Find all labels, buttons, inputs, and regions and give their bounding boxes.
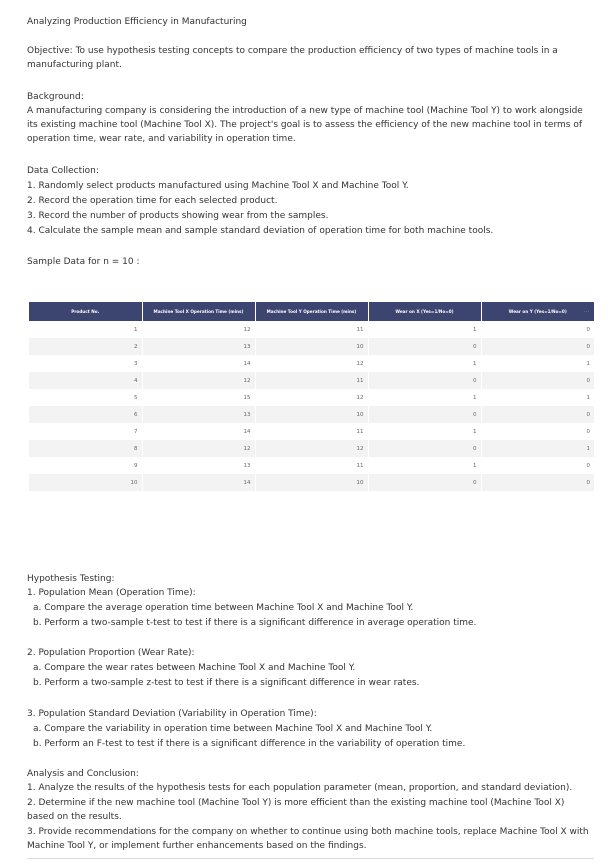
page-title: Analyzing Production Efficiency in Manufacturing — [27, 17, 247, 27]
background-text: A manufacturing company is considering the introduction of a new type of machine tool (Machine Tool Y) to work alongside its existing machine tool (Machine Tool X). The project's goal is to assess the efficiency of the new machine tool in terms of operation time, wear rate, and variability in operation time. — [27, 106, 583, 144]
table-cell: 12 — [255, 440, 368, 457]
table-cell: 0 — [368, 474, 481, 491]
table-cell: 15 — [142, 389, 255, 406]
hypothesis-heading: Hypothesis Testing: — [27, 574, 115, 584]
column-header: Machine Tool X Operation Time (mins) — [142, 302, 255, 321]
column-header: Product No. — [29, 302, 142, 321]
table-cell: 9 — [29, 457, 142, 474]
table-cell: 3 — [29, 355, 142, 372]
table-cell: 0 — [368, 338, 481, 355]
data-collection-step: 3. Record the number of products showing wear from the samples. — [27, 211, 329, 221]
table-cell: 12 — [255, 389, 368, 406]
table-row — [29, 389, 594, 406]
table-cell: 1 — [481, 440, 594, 457]
table-cell: 1 — [368, 355, 481, 372]
hypothesis-section-title: 3. Population Standard Deviation (Variability in Operation Time): — [27, 709, 317, 719]
table-cell: 1 — [481, 355, 594, 372]
data-collection-heading: Data Collection: — [27, 166, 99, 176]
table-cell: 12 — [142, 440, 255, 457]
hypothesis-item: a. Compare the variability in operation time between Machine Tool X and Machine Tool Y. — [33, 724, 433, 734]
table-cell: 1 — [29, 321, 142, 338]
data-collection-step: 2. Record the operation time for each selected product. — [27, 196, 278, 206]
table-cell: 1 — [368, 389, 481, 406]
table-cell: 10 — [255, 474, 368, 491]
sample-data-label: Sample Data for n = 10 : — [27, 257, 140, 267]
hypothesis-item: b. Perform a two-sample z-test to test if there is a significant difference in wear rates. — [33, 678, 420, 688]
table-cell: 13 — [142, 457, 255, 474]
table-row — [29, 474, 594, 491]
table-cell: 12 — [255, 355, 368, 372]
sample-data-table — [29, 302, 594, 491]
divider — [27, 858, 594, 859]
table-cell: 0 — [481, 338, 594, 355]
background-heading: Background: — [27, 92, 84, 102]
column-overflow-ellipsis: ... — [583, 308, 590, 314]
table-cell: 14 — [142, 423, 255, 440]
table-cell: 2 — [29, 338, 142, 355]
table-cell: 10 — [255, 406, 368, 423]
table-cell: 0 — [481, 474, 594, 491]
table-cell: 12 — [142, 321, 255, 338]
data-collection-step: 1. Randomly select products manufactured using Machine Tool X and Machine Tool Y. — [27, 181, 409, 191]
table-cell: 1 — [481, 389, 594, 406]
table-row — [29, 440, 594, 457]
table-cell: 14 — [142, 474, 255, 491]
table-cell: 5 — [29, 389, 142, 406]
table-row — [29, 406, 594, 423]
table-cell: 1 — [368, 423, 481, 440]
objective-text: Objective: To use hypothesis testing concepts to compare the production efficiency of two types of machine tools in a manufacturing plant. — [27, 46, 558, 70]
hypothesis-item: b. Perform a two-sample t-test to test if there is a significant difference in average operation time. — [33, 618, 477, 628]
table-row — [29, 321, 594, 338]
analysis-item: 3. Provide recommendations for the company on whether to continue using both machine tools, replace Machine Tool X with Machine Tool Y, or implement further enhancements based on the findings. — [27, 827, 589, 851]
table-row — [29, 457, 594, 474]
table-row — [29, 338, 594, 355]
table-cell: 0 — [481, 406, 594, 423]
hypothesis-item: a. Compare the wear rates between Machine Tool X and Machine Tool Y. — [33, 663, 356, 673]
table-header-row — [29, 302, 594, 321]
hypothesis-item: b. Perform an F-test to test if there is a significant difference in the variability of operation time. — [33, 739, 466, 749]
table-cell: 1 — [368, 457, 481, 474]
table-cell: 0 — [481, 457, 594, 474]
table-cell: 11 — [255, 372, 368, 389]
table-cell: 14 — [142, 355, 255, 372]
table-cell: 10 — [255, 338, 368, 355]
table-cell: 4 — [29, 372, 142, 389]
hypothesis-section-title: 1. Population Mean (Operation Time): — [27, 588, 196, 598]
table-cell: 11 — [255, 321, 368, 338]
table-row — [29, 372, 594, 389]
hypothesis-section-title: 2. Population Proportion (Wear Rate): — [27, 648, 195, 658]
table-cell: 6 — [29, 406, 142, 423]
table-row — [29, 355, 594, 372]
table-cell: 7 — [29, 423, 142, 440]
analysis-item: 2. Determine if the new machine tool (Machine Tool Y) is more efficient than the existing machine tool (Machine Tool X) based on the results. — [27, 798, 565, 822]
data-collection-step: 4. Calculate the sample mean and sample standard deviation of operation time for both machine tools. — [27, 226, 494, 236]
column-header: Wear on Y (Yes=1/No=0) — [481, 302, 594, 321]
table-cell: 0 — [368, 440, 481, 457]
table-cell: 13 — [142, 406, 255, 423]
table-cell: 8 — [29, 440, 142, 457]
analysis-heading: Analysis and Conclusion: — [27, 769, 139, 779]
table-cell: 12 — [142, 372, 255, 389]
analysis-item: 1. Analyze the results of the hypothesis tests for each population parameter (mean, proportion, and standard deviation). — [27, 783, 573, 793]
table-cell: 0 — [481, 423, 594, 440]
hypothesis-item: a. Compare the average operation time between Machine Tool X and Machine Tool Y. — [33, 603, 414, 613]
table-cell: 0 — [368, 406, 481, 423]
table-cell: 11 — [255, 457, 368, 474]
table-cell: 11 — [255, 423, 368, 440]
column-header: Wear on X (Yes=1/No=0) — [368, 302, 481, 321]
table-row — [29, 423, 594, 440]
table-cell: 1 — [368, 321, 481, 338]
table-cell: 13 — [142, 338, 255, 355]
column-header: Machine Tool Y Operation Time (mins) — [255, 302, 368, 321]
table-cell: 0 — [481, 321, 594, 338]
table-cell: 10 — [29, 474, 142, 491]
table-cell: 0 — [481, 372, 594, 389]
table-cell: 0 — [368, 372, 481, 389]
